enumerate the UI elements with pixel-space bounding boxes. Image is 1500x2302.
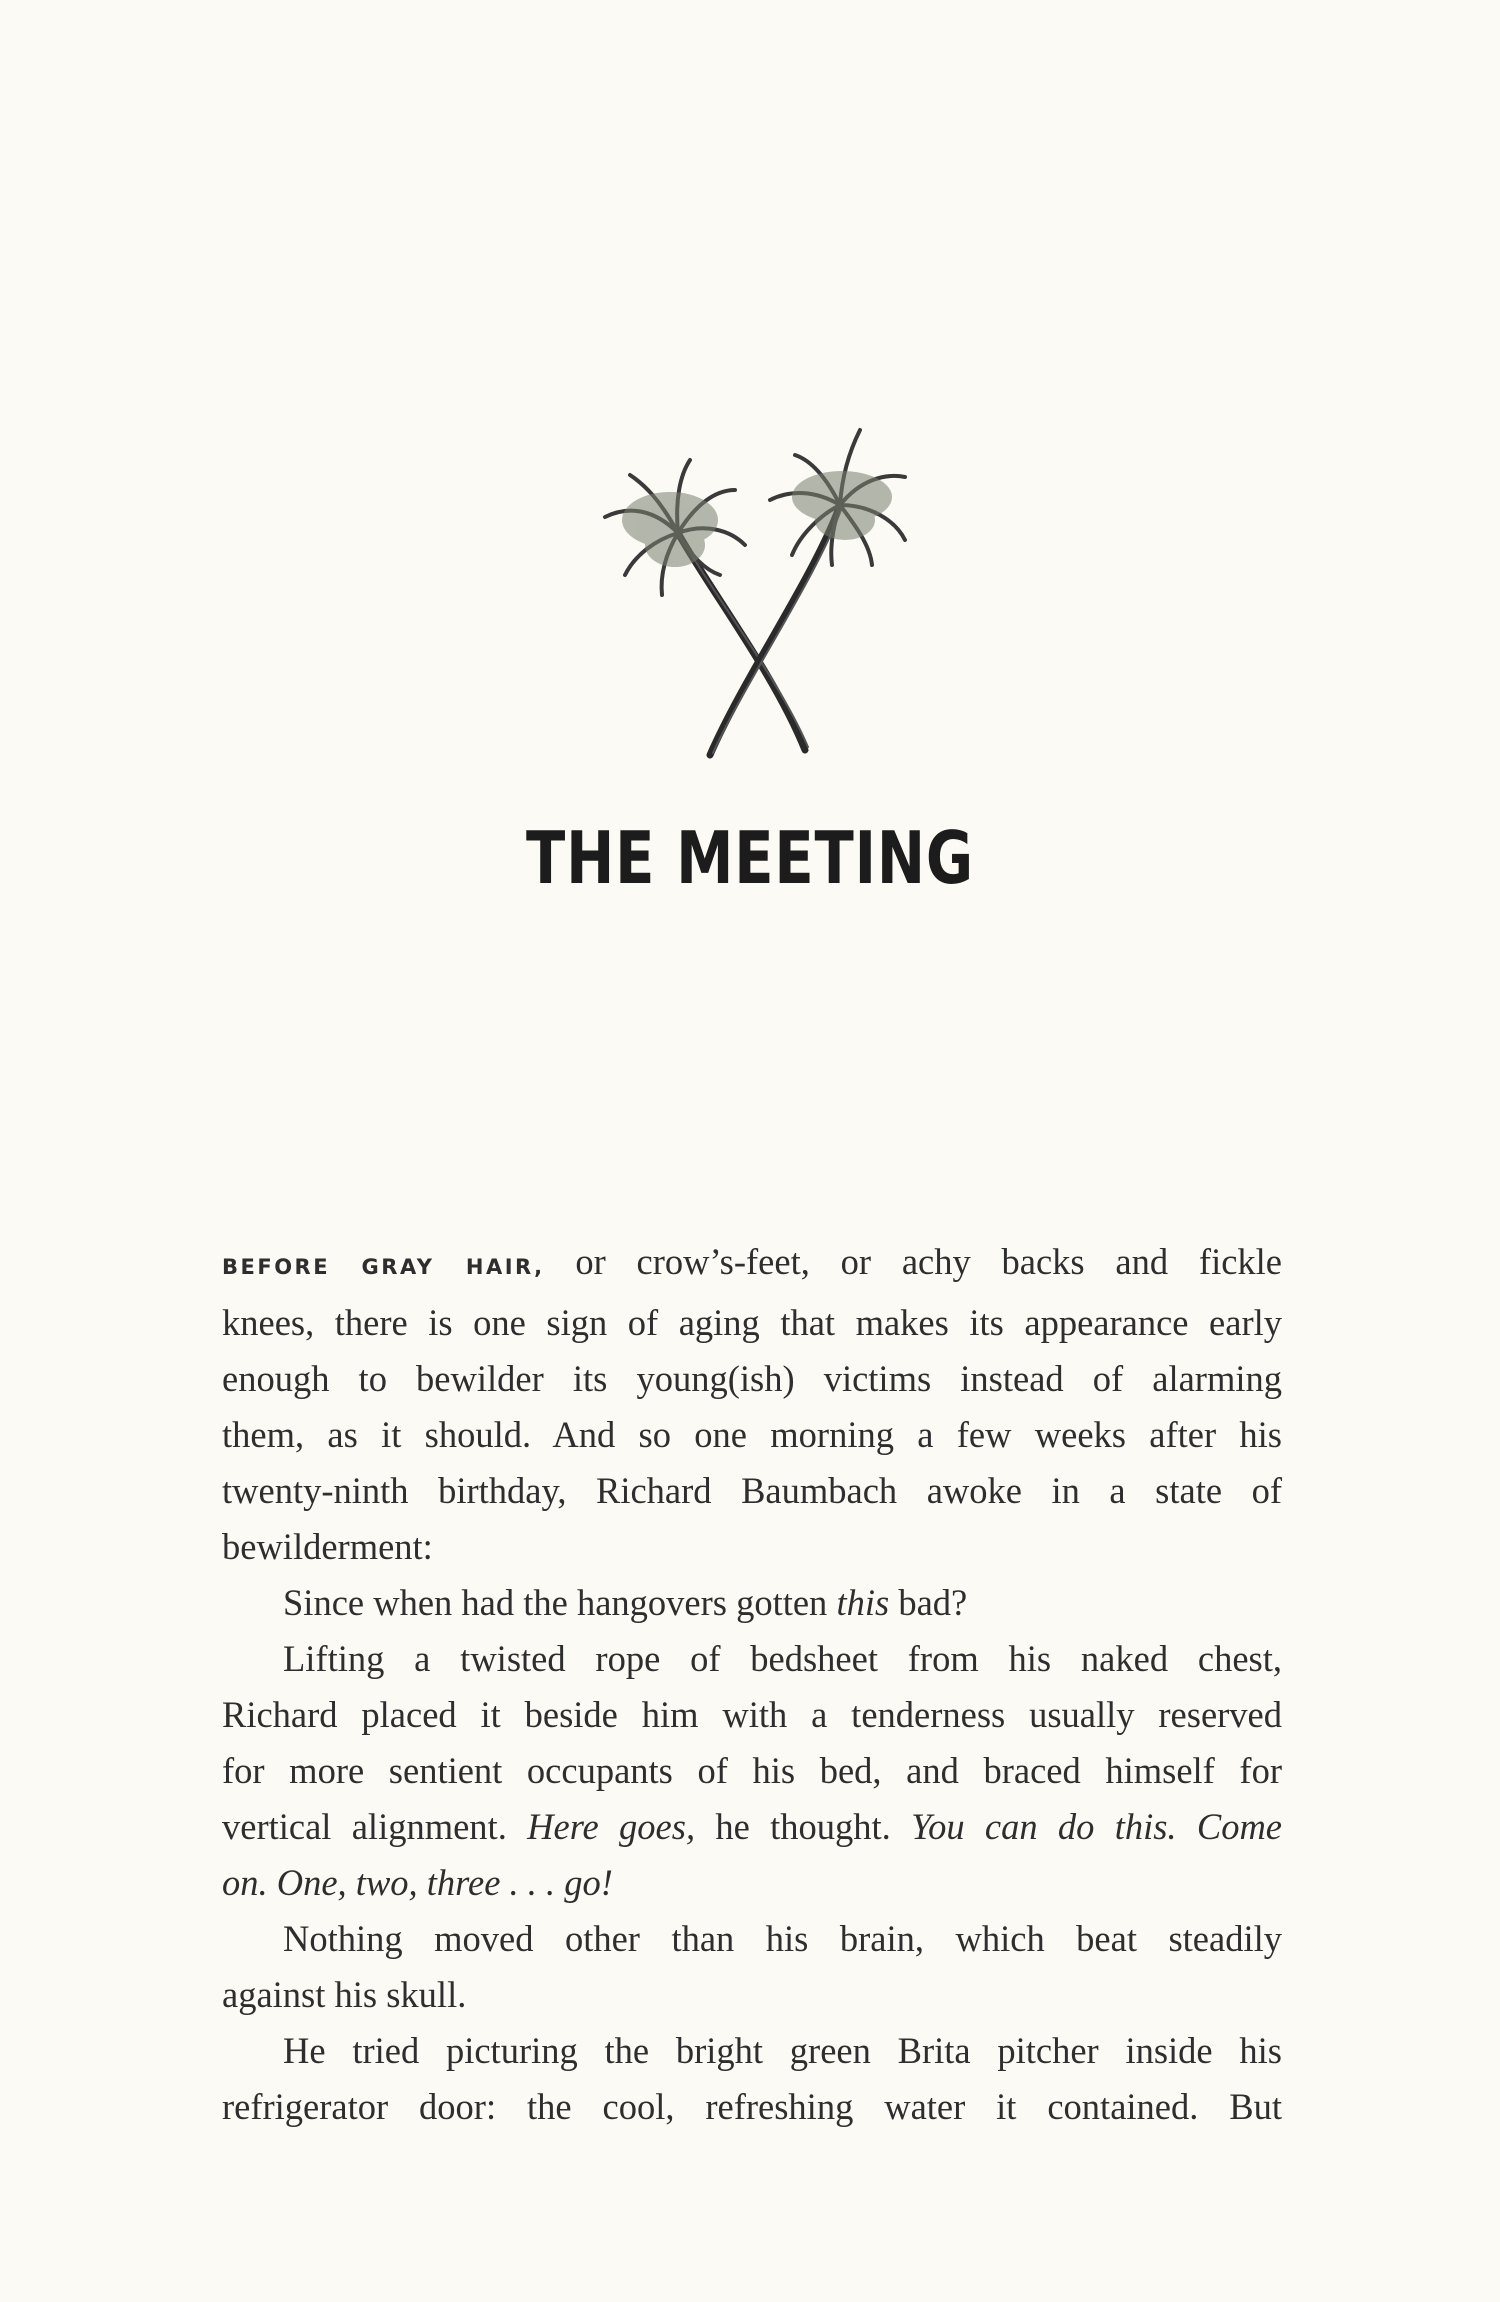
paragraph-2: Since when had the hangovers gotten this bad?: [283, 1582, 968, 1623]
paragraph-3-line-4: vertical alignment. Here goes, he thought. You can do this. Come: [222, 1806, 1283, 1847]
paragraph-4-line-2: against his skull.: [222, 1974, 467, 2015]
paragraph-1-line-2: knees, there is one sign of aging that makes its appearance early: [222, 1302, 1282, 1343]
paragraph-5-line-2: refrigerator door: the cool, refreshing water it contained. But: [222, 2086, 1282, 2127]
paragraph-1-line-3: enough to bewilder its young(ish) victims instead of alarming: [222, 1358, 1282, 1399]
paragraph-1-line-6: bewilderment:: [222, 1526, 433, 1567]
paragraph-3-line-5: on. One, two, three . . . go!: [222, 1862, 613, 1903]
chapter-body: [222, 1234, 1282, 2135]
paragraph-1-line-4: them, as it should. And so one morning a few weeks after his: [222, 1414, 1282, 1455]
crossed-palm-trees-icon: [560, 405, 940, 775]
lead-in-smallcaps: BEFORE GRAY HAIR,: [222, 1255, 545, 1279]
paragraph-3-line-2: Richard placed it beside him with a tenderness usually reserved: [222, 1694, 1282, 1735]
paragraph-3-line-3: for more sentient occupants of his bed, and braced himself for: [222, 1750, 1282, 1791]
chapter-title: THE MEETING: [526, 816, 974, 900]
paragraph-1-line-5: twenty-ninth birthday, Richard Baumbach awoke in a state of: [222, 1470, 1282, 1511]
paragraph-1-line-1: BEFORE GRAY HAIR, or crow’s-feet, or achy backs and fickle: [222, 1241, 1282, 1282]
paragraph-4-line-1: Nothing moved other than his brain, which beat steadily: [283, 1918, 1282, 1959]
paragraph-3-line-1: Lifting a twisted rope of bedsheet from his naked chest,: [283, 1638, 1282, 1679]
paragraph-5-line-1: He tried picturing the bright green Brita pitcher inside his: [283, 2030, 1282, 2071]
